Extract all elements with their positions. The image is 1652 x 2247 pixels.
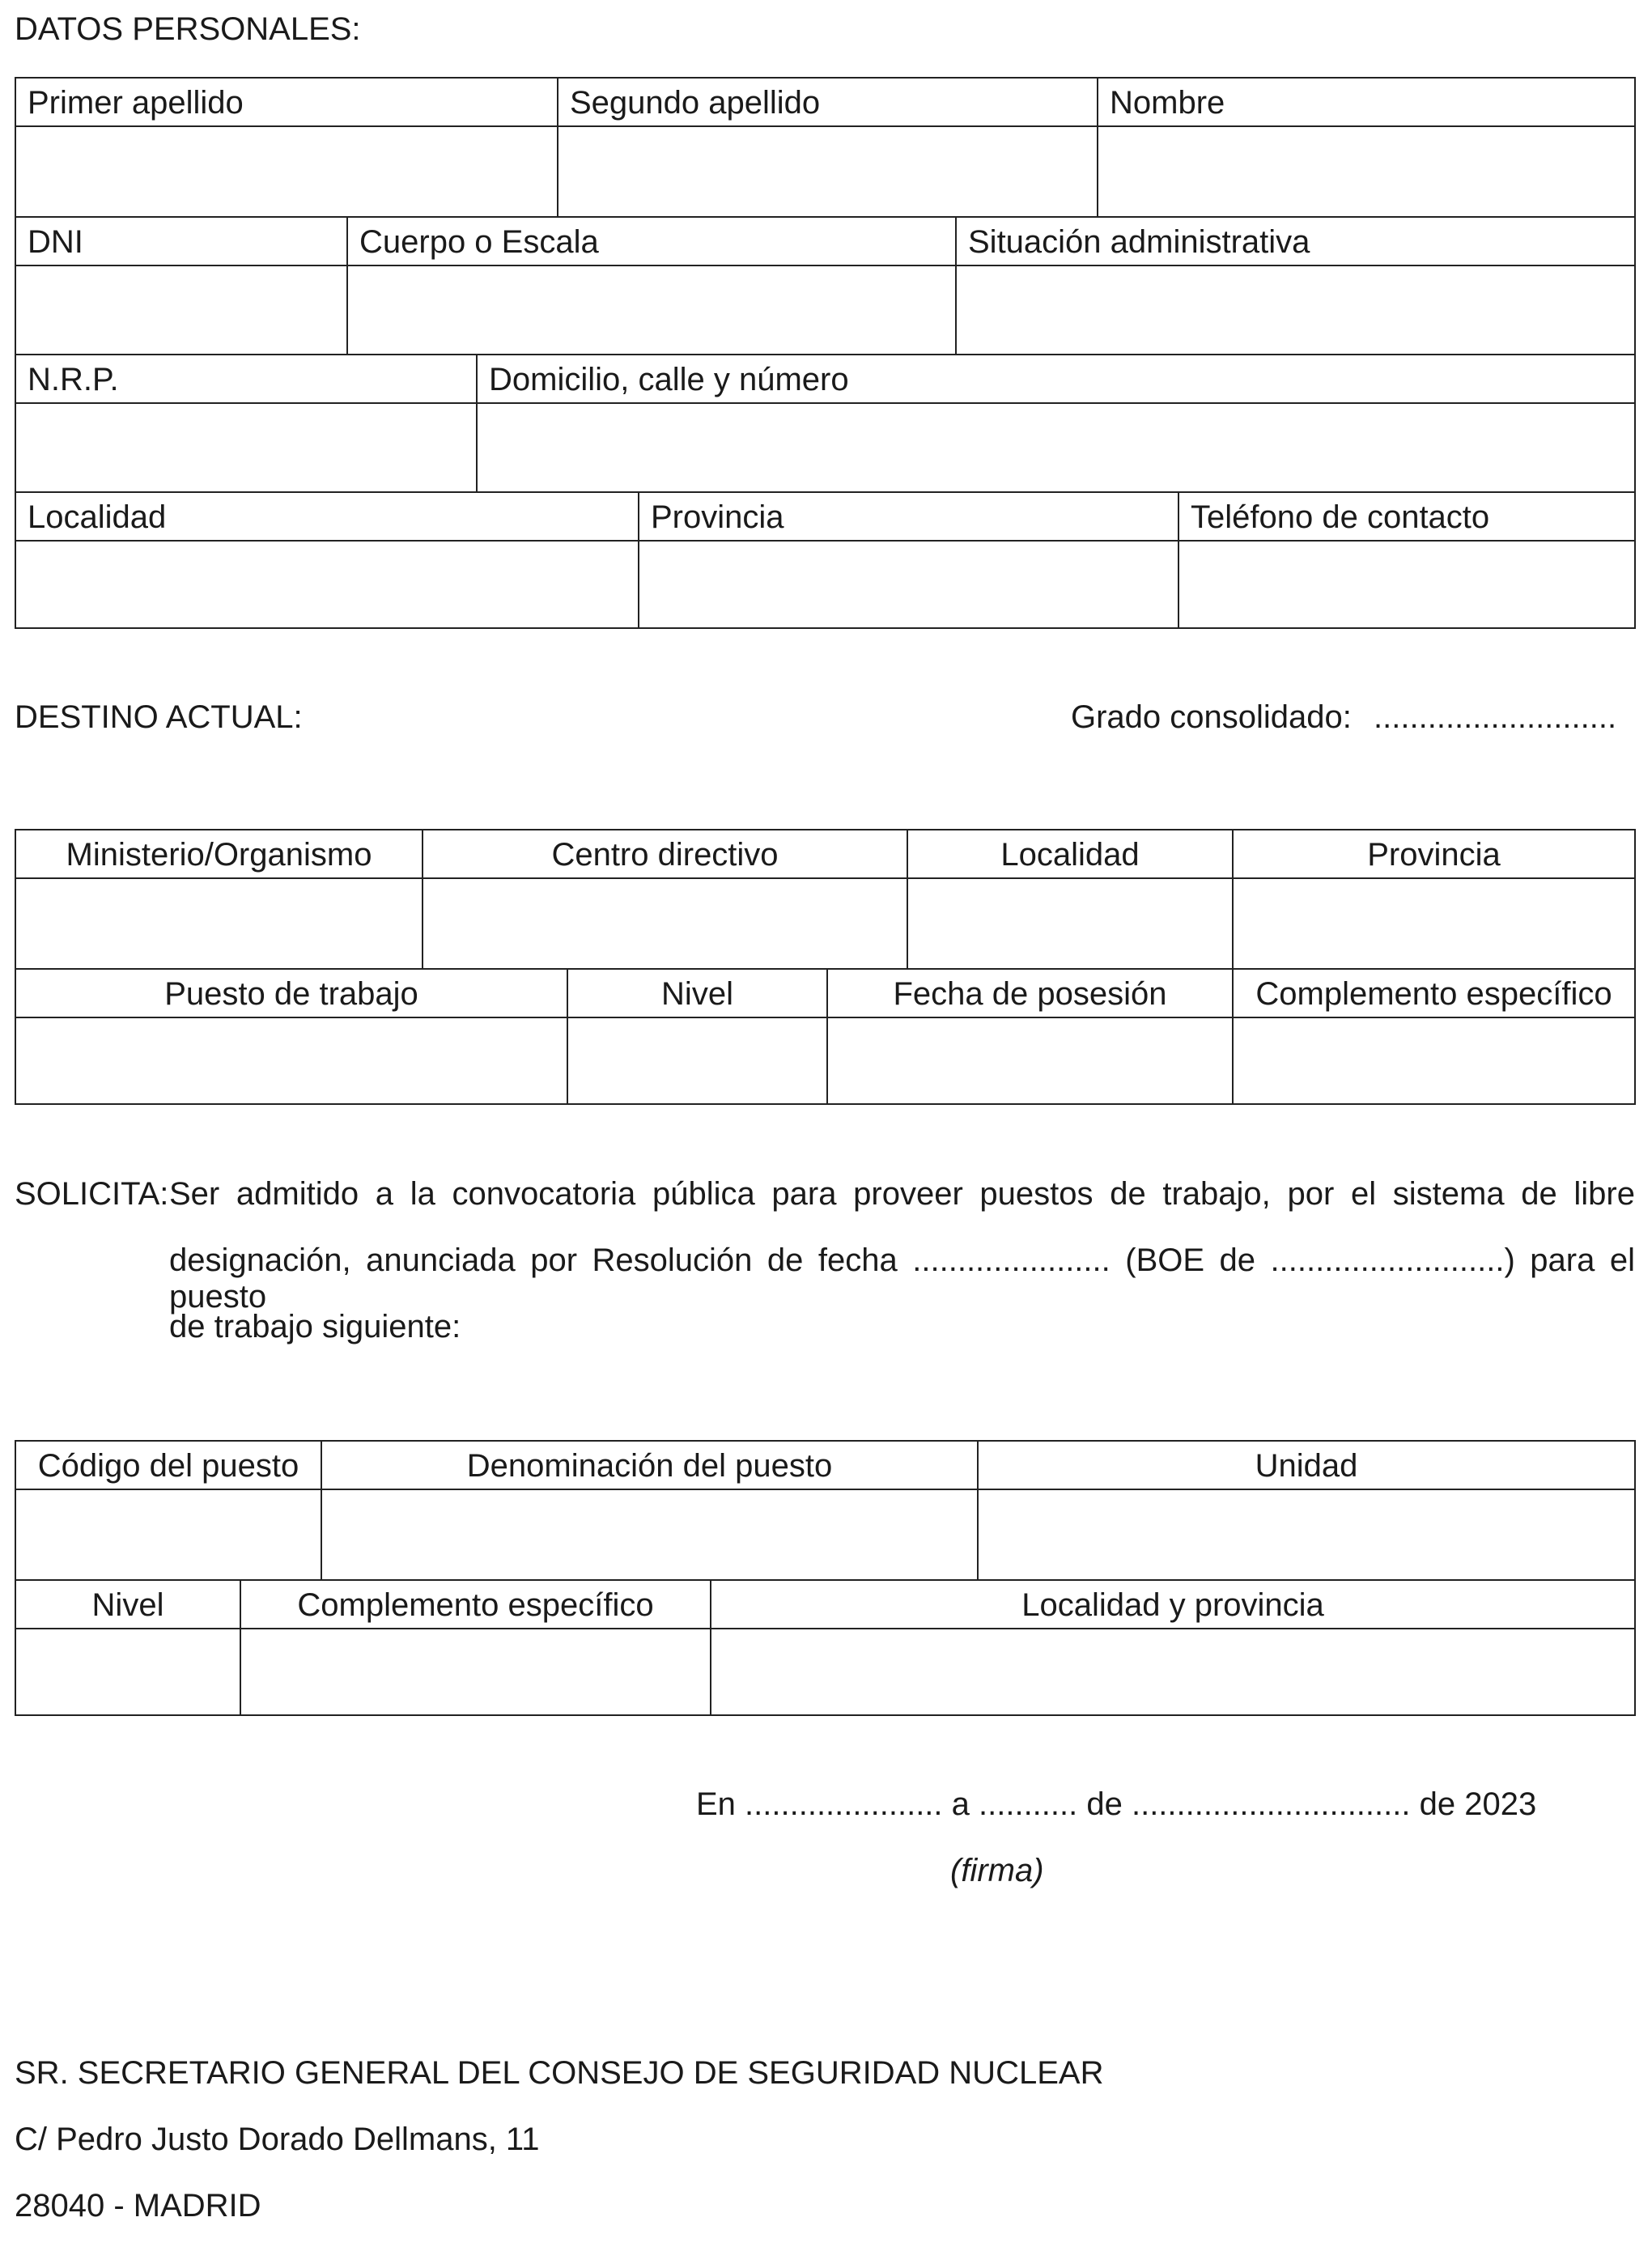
destinatario-line-1: SR. SECRETARIO GENERAL DEL CONSEJO DE SEGURIDAD NUCLEAR — [15, 2055, 1104, 2091]
field-centro-directivo — [422, 830, 907, 968]
primer-apellido-input[interactable] — [16, 127, 557, 216]
cuerpo-escala-input[interactable] — [348, 266, 955, 354]
field-label: Ministerio/Organismo — [16, 830, 422, 879]
puesto-trabajo-input[interactable] — [16, 1018, 567, 1103]
field-label: Denominación del puesto — [322, 1442, 977, 1490]
field-label: Provincia — [1234, 830, 1634, 879]
unidad-input[interactable] — [979, 1490, 1634, 1579]
codigo-puesto-input[interactable] — [16, 1490, 321, 1579]
field-label: Centro directivo — [423, 830, 907, 879]
puesto-complemento-input[interactable] — [241, 1629, 710, 1714]
field-primer-apellido — [16, 79, 557, 216]
nivel-input[interactable] — [568, 1018, 826, 1103]
firma-label: (firma) — [950, 1853, 1044, 1888]
puesto-solicitado-table — [15, 1440, 1636, 1716]
dni-input[interactable] — [16, 266, 346, 354]
field-label: Nivel — [568, 970, 826, 1018]
field-label: Complemento específico — [1234, 970, 1634, 1018]
telefono-input[interactable] — [1179, 542, 1634, 627]
table-row — [16, 968, 1634, 1103]
field-dni — [16, 218, 346, 354]
datos-personales-table — [15, 77, 1636, 629]
field-denominacion-puesto — [321, 1442, 977, 1579]
field-label: DNI — [16, 218, 346, 266]
solicita-text-line-3: de trabajo siguiente: — [169, 1309, 461, 1344]
nrp-input[interactable] — [16, 404, 476, 491]
field-label: Nivel — [16, 1581, 240, 1629]
solicita-text-line-2: designación, anunciada por Resolución de fecha ...................... (BOE de ..........................) para el puesto — [169, 1242, 1635, 1315]
situacion-administrativa-input[interactable] — [957, 266, 1634, 354]
field-label: Situación administrativa — [957, 218, 1634, 266]
field-telefono — [1178, 493, 1634, 627]
denominacion-puesto-input[interactable] — [322, 1490, 977, 1579]
field-localidad-provincia — [710, 1581, 1634, 1714]
field-puesto-trabajo — [16, 970, 567, 1103]
nombre-input[interactable] — [1098, 127, 1634, 216]
field-fecha-posesion — [826, 970, 1232, 1103]
grado-consolidado-label: Grado consolidado: — [1071, 699, 1352, 735]
centro-directivo-input[interactable] — [423, 879, 907, 968]
provincia-input[interactable] — [639, 542, 1178, 627]
field-label: Nombre — [1098, 79, 1634, 127]
complemento-especifico-input[interactable] — [1234, 1018, 1634, 1103]
solicita-text-line-1: Ser admitido a la convocatoria pública para proveer puestos de trabajo, por el sistema de libre — [169, 1176, 1635, 1212]
section-heading-datos-personales: DATOS PERSONALES: — [15, 11, 361, 47]
grado-consolidado-field[interactable]: ........................... — [1374, 699, 1617, 735]
field-complemento-especifico — [1232, 970, 1634, 1103]
field-label: Localidad — [908, 830, 1232, 879]
field-label: Domicilio, calle y número — [478, 355, 1634, 404]
destinatario-line-3: 28040 - MADRID — [15, 2188, 261, 2224]
field-label: Complemento específico — [241, 1581, 710, 1629]
destino-localidad-input[interactable] — [908, 879, 1232, 968]
table-row — [16, 79, 1634, 216]
field-label: Unidad — [979, 1442, 1634, 1490]
field-localidad — [16, 493, 638, 627]
field-provincia — [638, 493, 1178, 627]
field-label: N.R.P. — [16, 355, 476, 404]
field-label: Localidad — [16, 493, 638, 542]
localidad-input[interactable] — [16, 542, 638, 627]
section-heading-destino-actual: DESTINO ACTUAL: — [15, 699, 303, 735]
field-unidad — [977, 1442, 1634, 1579]
table-row — [16, 1579, 1634, 1714]
ministerio-input[interactable] — [16, 879, 422, 968]
table-row — [16, 1442, 1634, 1579]
segundo-apellido-input[interactable] — [558, 127, 1097, 216]
field-label: Teléfono de contacto — [1179, 493, 1634, 542]
table-row — [16, 354, 1634, 491]
field-label: Primer apellido — [16, 79, 557, 127]
field-label: Código del puesto — [16, 1442, 321, 1490]
table-row — [16, 830, 1634, 968]
field-label: Segundo apellido — [558, 79, 1097, 127]
destino-provincia-input[interactable] — [1234, 879, 1634, 968]
fecha-posesion-input[interactable] — [828, 1018, 1232, 1103]
field-nombre — [1097, 79, 1634, 216]
field-nivel — [567, 970, 826, 1103]
solicita-label: SOLICITA: — [15, 1176, 169, 1212]
field-situacion-administrativa — [955, 218, 1634, 354]
field-label: Cuerpo o Escala — [348, 218, 955, 266]
field-domicilio — [476, 355, 1634, 491]
field-destino-localidad — [907, 830, 1232, 968]
destinatario-line-2: C/ Pedro Justo Dorado Dellmans, 11 — [15, 2122, 540, 2157]
field-label: Provincia — [639, 493, 1178, 542]
field-destino-provincia — [1232, 830, 1634, 968]
field-codigo-puesto — [16, 1442, 321, 1579]
domicilio-input[interactable] — [478, 404, 1634, 491]
field-cuerpo-escala — [346, 218, 955, 354]
destino-actual-table — [15, 829, 1636, 1105]
field-label: Puesto de trabajo — [16, 970, 567, 1018]
table-row — [16, 216, 1634, 354]
grado-consolidado — [1071, 699, 1616, 736]
field-label: Fecha de posesión — [828, 970, 1232, 1018]
field-nrp — [16, 355, 476, 491]
field-puesto-nivel — [16, 1581, 240, 1714]
field-ministerio — [16, 830, 422, 968]
table-row — [16, 491, 1634, 627]
fecha-line[interactable]: En ...................... a ........... de ............................... de 2023 — [696, 1786, 1537, 1822]
puesto-nivel-input[interactable] — [16, 1629, 240, 1714]
localidad-provincia-input[interactable] — [711, 1629, 1634, 1714]
field-puesto-complemento — [240, 1581, 710, 1714]
field-segundo-apellido — [557, 79, 1097, 216]
field-label: Localidad y provincia — [711, 1581, 1634, 1629]
